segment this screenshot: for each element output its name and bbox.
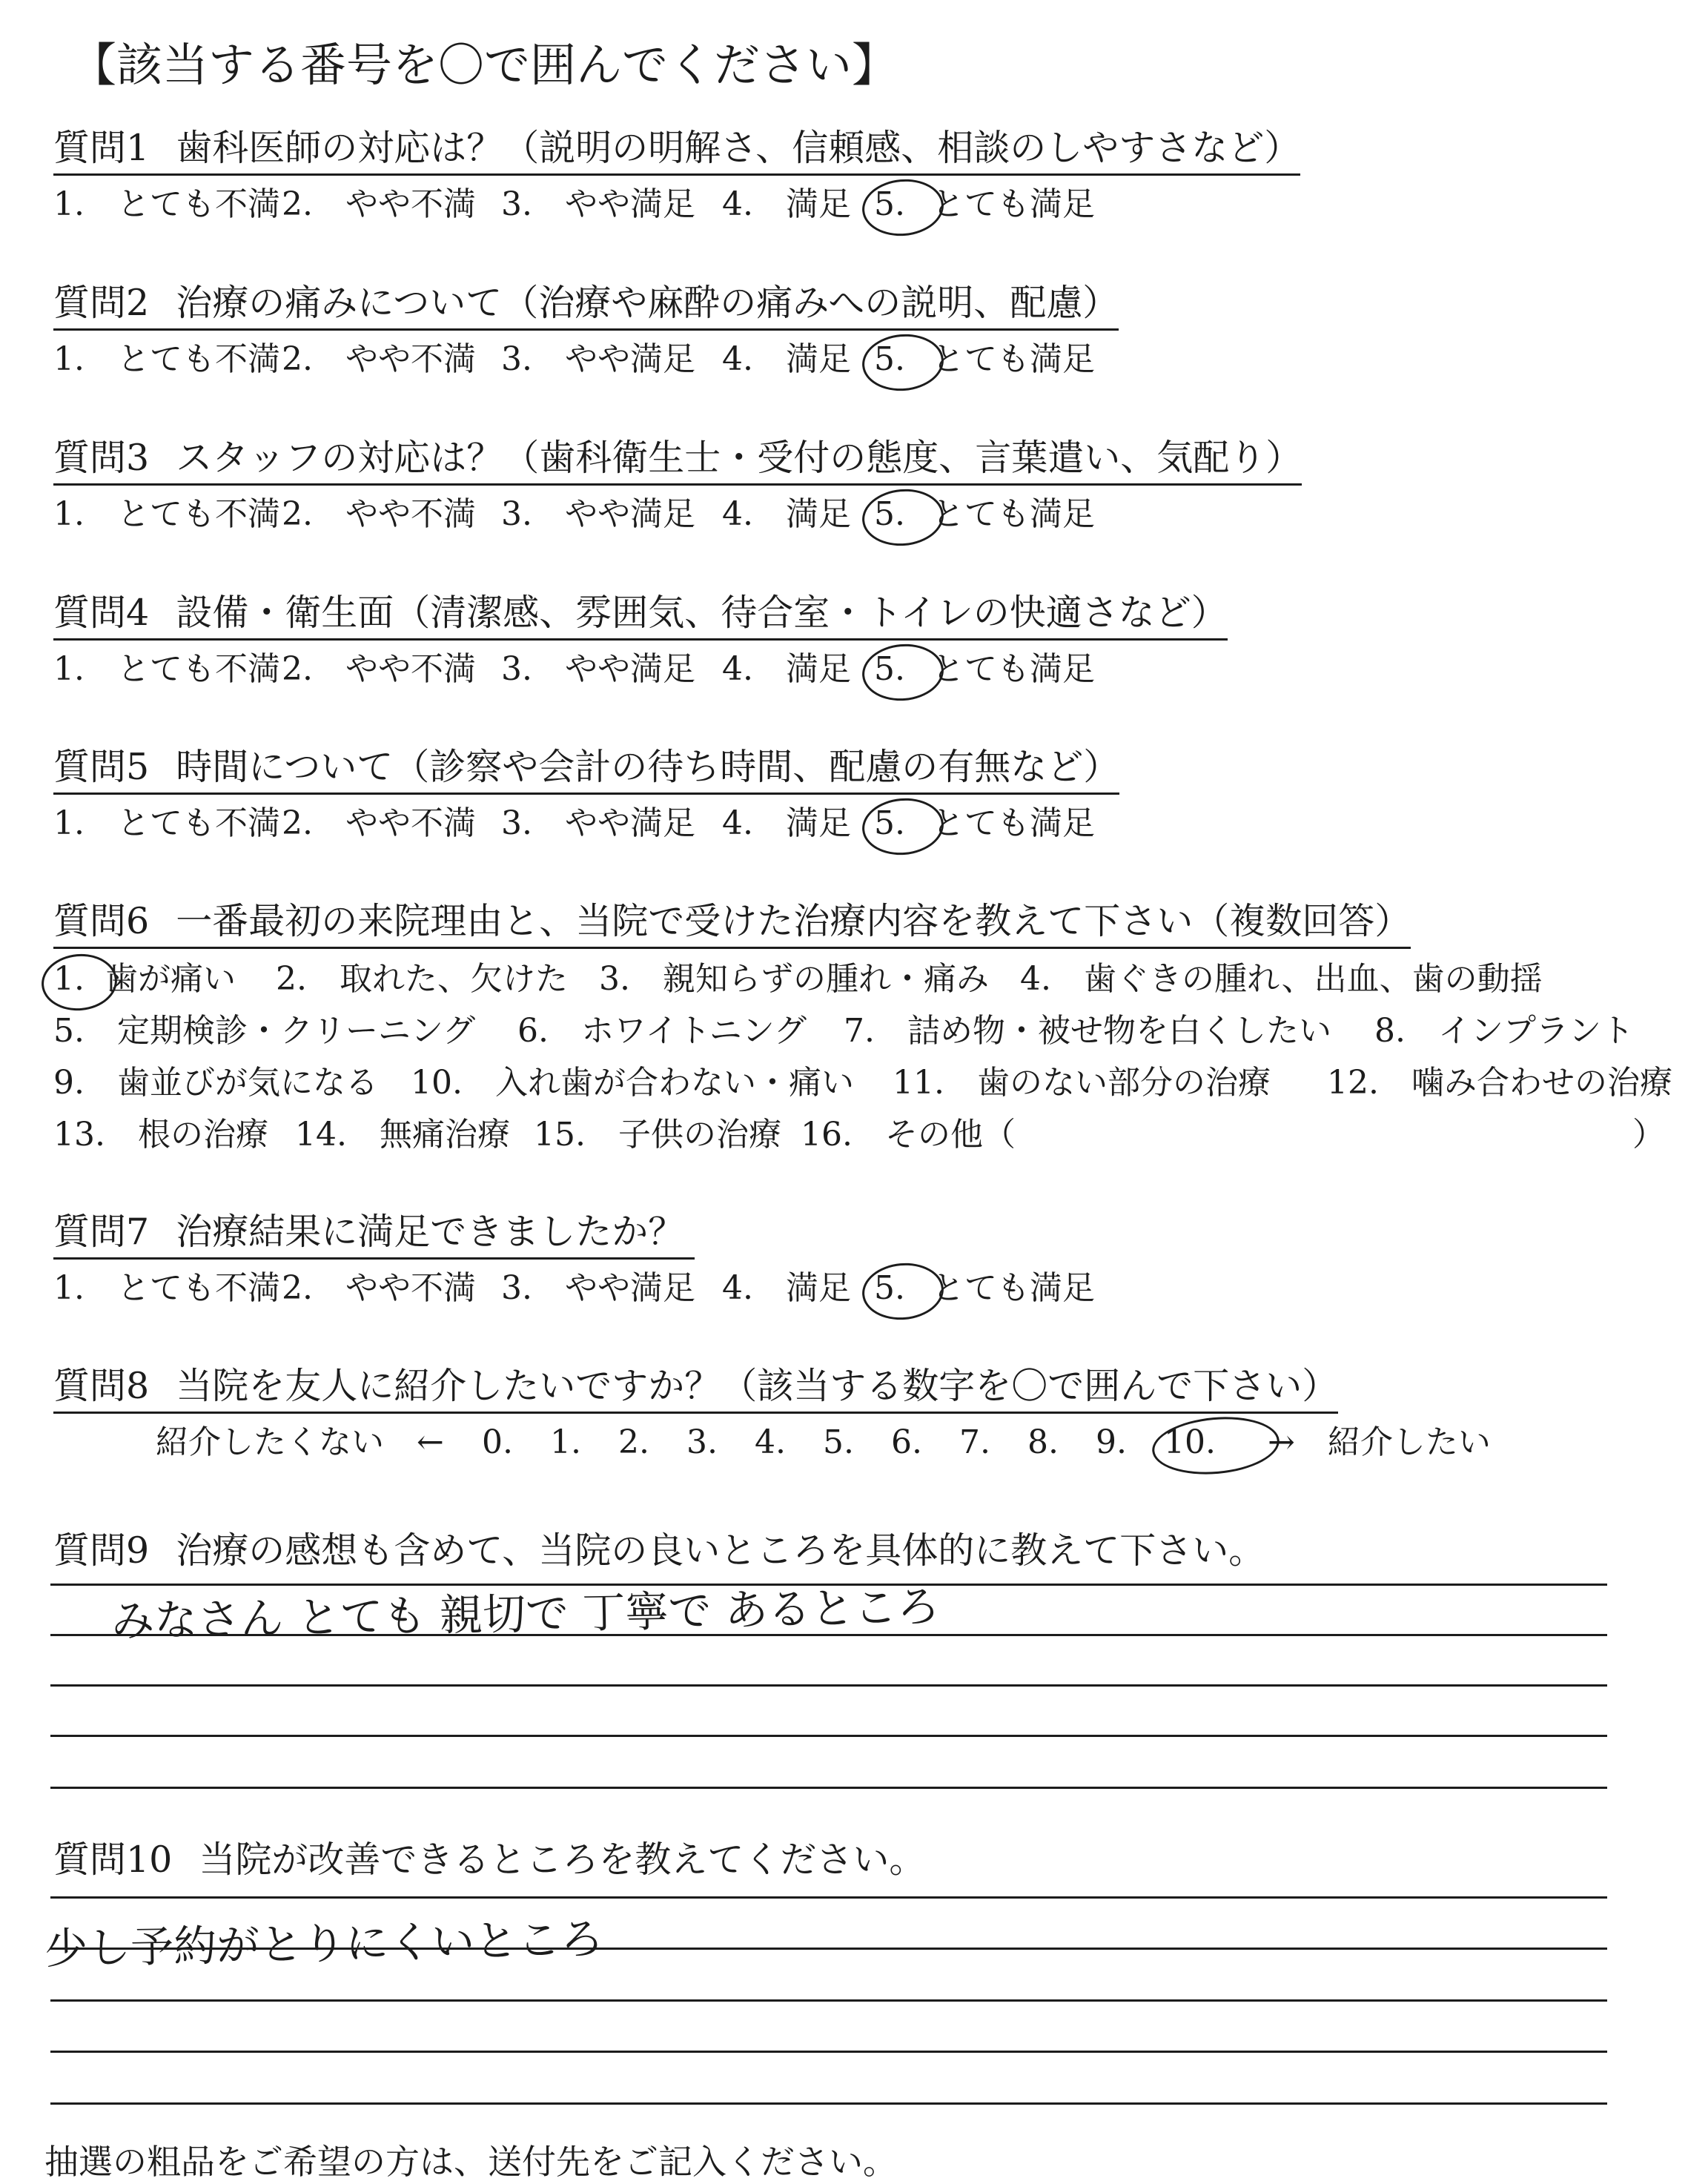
option-5-selected[interactable]: 5. bbox=[874, 803, 932, 844]
scale-right-label: → 紹介したい bbox=[1268, 1423, 1491, 1461]
question-number: 質問7 bbox=[53, 1211, 150, 1253]
reason-2[interactable]: 2. 取れた、欠けた bbox=[276, 960, 568, 998]
option-5-label: とても満足 bbox=[932, 650, 1095, 688]
option-4[interactable]: 4. 満足 bbox=[722, 1269, 851, 1307]
question-9-title bbox=[53, 1522, 1265, 1574]
option-4[interactable]: 4. 満足 bbox=[722, 495, 851, 533]
question-1-title bbox=[53, 126, 1300, 176]
reason-3[interactable]: 3. 親知らずの腫れ・痛み bbox=[599, 960, 989, 998]
answer-line bbox=[50, 1999, 1607, 2002]
option-2[interactable]: 2. やや不満 bbox=[282, 650, 476, 688]
option-1[interactable]: 1. とても不満 bbox=[53, 340, 280, 378]
question-number: 質問3 bbox=[53, 437, 150, 479]
question-text: 時間について（診察や会計の待ち時間、配慮の有無など） bbox=[176, 746, 1120, 788]
question-10-answer[interactable]: 少し予約がとりにくいところ bbox=[44, 1913, 604, 1974]
question-number: 質問8 bbox=[53, 1365, 150, 1407]
question-4-title bbox=[53, 591, 1228, 641]
question-text: 一番最初の来院理由と、当院で受けた治療内容を教えて下さい（複数回答） bbox=[176, 900, 1411, 942]
question-number: 質問9 bbox=[53, 1529, 150, 1572]
question-6-row-2 bbox=[53, 1010, 1634, 1052]
question-7-options bbox=[53, 1268, 1095, 1309]
question-text: 治療の痛みについて（治療や麻酔の痛みへの説明、配慮） bbox=[176, 282, 1119, 324]
option-4[interactable]: 4. 満足 bbox=[722, 340, 851, 378]
question-number: 質問5 bbox=[53, 746, 150, 788]
reason-1-label: 歯が痛い bbox=[105, 960, 236, 998]
score-0[interactable]: 0. bbox=[482, 1423, 513, 1461]
question-3-title bbox=[53, 436, 1302, 486]
option-5-label: とても満足 bbox=[932, 804, 1095, 842]
option-2[interactable]: 2. やや不満 bbox=[282, 340, 476, 378]
question-text: 歯科医師の対応は？（説明の明解さ、信頼感、相談のしやすさなど） bbox=[176, 127, 1301, 169]
score-3[interactable]: 3. bbox=[686, 1423, 718, 1461]
answer-line bbox=[50, 1896, 1607, 1899]
question-number: 質問6 bbox=[53, 900, 150, 942]
reason-11[interactable]: 11. 歯のない部分の治療 bbox=[893, 1064, 1271, 1102]
question-10-title bbox=[53, 1831, 925, 1883]
question-9-answer[interactable]: みなさん とても 親切で 丁寧で あるところ bbox=[110, 1581, 941, 1647]
option-3[interactable]: 3. やや満足 bbox=[501, 185, 695, 223]
question-8-title bbox=[53, 1364, 1338, 1414]
score-6[interactable]: 6. bbox=[891, 1423, 922, 1461]
score-9[interactable]: 9. bbox=[1096, 1423, 1127, 1461]
answer-line bbox=[50, 1948, 1607, 1950]
page-title: 【該当する番号を〇で囲んでください】 bbox=[70, 38, 898, 92]
question-number: 質問10 bbox=[53, 1839, 173, 1881]
question-5-options bbox=[53, 803, 1095, 844]
question-4-options bbox=[53, 649, 1095, 690]
option-2[interactable]: 2. やや不満 bbox=[282, 804, 476, 842]
option-5-selected[interactable]: 5. bbox=[874, 494, 932, 535]
option-5-label: とても満足 bbox=[932, 495, 1095, 533]
option-3[interactable]: 3. やや満足 bbox=[501, 804, 695, 842]
question-text: 治療結果に満足できましたか？ bbox=[176, 1211, 685, 1253]
option-5-label: とても満足 bbox=[932, 185, 1095, 223]
answer-line bbox=[50, 2051, 1607, 2053]
option-1[interactable]: 1. とても不満 bbox=[53, 1269, 280, 1307]
question-text: スタッフの対応は？（歯科衛生士・受付の態度、言葉遣い、気配り） bbox=[176, 437, 1302, 479]
footer-note: 抽選の粗品をご希望の方は、送付先をご記入ください。 bbox=[44, 2142, 897, 2182]
reason-16-close: ） bbox=[1632, 1116, 1665, 1154]
score-7[interactable]: 7. bbox=[959, 1423, 990, 1461]
option-5-label: とても満足 bbox=[932, 340, 1095, 378]
option-4[interactable]: 4. 満足 bbox=[722, 650, 851, 688]
question-3-options bbox=[53, 494, 1095, 535]
question-6-title bbox=[53, 899, 1411, 949]
option-1[interactable]: 1. とても不満 bbox=[53, 495, 280, 533]
score-1[interactable]: 1. bbox=[550, 1423, 581, 1461]
question-1-options bbox=[53, 184, 1095, 225]
question-number: 質問2 bbox=[53, 282, 150, 324]
reason-8[interactable]: 8. インプラント bbox=[1374, 1012, 1634, 1050]
reason-16[interactable]: 16. その他（ bbox=[801, 1116, 1016, 1154]
reason-14[interactable]: 14. 無痛治療 bbox=[295, 1116, 510, 1154]
score-8[interactable]: 8. bbox=[1027, 1423, 1059, 1461]
question-number: 質問1 bbox=[53, 127, 150, 169]
reason-12[interactable]: 12. 噛み合わせの治療 bbox=[1327, 1064, 1672, 1102]
option-4[interactable]: 4. 満足 bbox=[722, 804, 851, 842]
reason-10[interactable]: 10. 入れ歯が合わない・痛い bbox=[411, 1064, 854, 1102]
scale-left-label: 紹介したくない ← bbox=[156, 1423, 444, 1461]
question-6-row-1 bbox=[53, 959, 1543, 1000]
option-3[interactable]: 3. やや満足 bbox=[501, 1269, 695, 1307]
question-2-title bbox=[53, 281, 1119, 331]
score-4[interactable]: 4. bbox=[755, 1423, 786, 1461]
option-5-selected[interactable]: 5. bbox=[874, 1268, 932, 1309]
score-10-selected[interactable]: 10. bbox=[1164, 1422, 1268, 1463]
question-6-row-4 bbox=[53, 1114, 1665, 1156]
question-6-row-3 bbox=[53, 1062, 1672, 1104]
reason-4[interactable]: 4. 歯ぐきの腫れ、出血、歯の動揺 bbox=[1020, 960, 1543, 998]
question-7-title bbox=[53, 1210, 695, 1260]
question-2-options bbox=[53, 339, 1095, 380]
option-1[interactable]: 1. とても不満 bbox=[53, 804, 280, 842]
option-1[interactable]: 1. とても不満 bbox=[53, 185, 280, 223]
reason-13[interactable]: 13. 根の治療 bbox=[53, 1116, 268, 1154]
reason-5[interactable]: 5. 定期検診・クリーニング bbox=[53, 1012, 476, 1050]
option-3[interactable]: 3. やや満足 bbox=[501, 495, 695, 533]
option-2[interactable]: 2. やや不満 bbox=[282, 495, 476, 533]
question-text: 当院を友人に紹介したいですか？（該当する数字を〇で囲んで下さい） bbox=[176, 1365, 1339, 1407]
question-8-scale bbox=[156, 1422, 1491, 1463]
question-5-title bbox=[53, 745, 1119, 795]
score-2[interactable]: 2. bbox=[618, 1423, 649, 1461]
question-text: 設備・衛生面（清潔感、雰囲気、待合室・トイレの快適さなど） bbox=[176, 592, 1228, 634]
option-3[interactable]: 3. やや満足 bbox=[501, 340, 695, 378]
answer-line bbox=[50, 1634, 1607, 1636]
option-5-selected[interactable]: 5. bbox=[874, 184, 932, 225]
question-text: 治療の感想も含めて、当院の良いところを具体的に教えて下さい。 bbox=[176, 1529, 1265, 1572]
reason-6[interactable]: 6. ホワイトニング bbox=[517, 1012, 807, 1050]
option-5-selected[interactable]: 5. bbox=[874, 649, 932, 690]
reason-1-selected[interactable]: 1. bbox=[53, 959, 105, 1000]
question-text: 当院が改善できるところを教えてください。 bbox=[199, 1839, 926, 1881]
reason-15[interactable]: 15. 子供の治療 bbox=[534, 1116, 781, 1154]
option-1[interactable]: 1. とても不満 bbox=[53, 650, 280, 688]
option-3[interactable]: 3. やや満足 bbox=[501, 650, 695, 688]
answer-line bbox=[50, 1684, 1607, 1687]
answer-line bbox=[50, 2102, 1607, 2105]
option-4[interactable]: 4. 満足 bbox=[722, 185, 851, 223]
answer-line bbox=[50, 1735, 1607, 1737]
option-2[interactable]: 2. やや不満 bbox=[282, 185, 476, 223]
reason-9[interactable]: 9. 歯並びが気になる bbox=[53, 1064, 378, 1102]
score-5[interactable]: 5. bbox=[823, 1423, 854, 1461]
option-5-selected[interactable]: 5. bbox=[874, 339, 932, 380]
answer-line bbox=[50, 1584, 1607, 1586]
option-2[interactable]: 2. やや不満 bbox=[282, 1269, 476, 1307]
option-5-label: とても満足 bbox=[932, 1269, 1095, 1307]
reason-7[interactable]: 7. 詰め物・被せ物を白くしたい bbox=[844, 1012, 1331, 1050]
question-number: 質問4 bbox=[53, 592, 150, 634]
answer-line bbox=[50, 1787, 1607, 1789]
